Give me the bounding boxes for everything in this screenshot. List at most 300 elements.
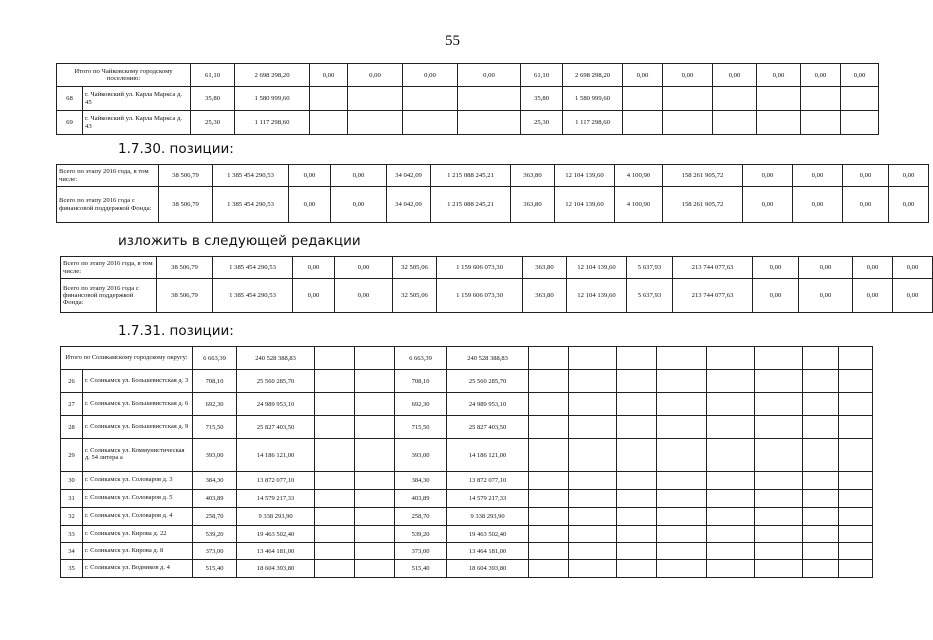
table-cell: 258,70 — [193, 508, 237, 526]
table-cell: 6 663,39 — [395, 347, 447, 370]
table-cell: 1 159 606 073,30 — [437, 257, 523, 279]
table-cell — [657, 490, 707, 508]
table-cell: 13 872 077,10 — [237, 472, 315, 490]
table-cell: 14 186 121,00 — [447, 439, 529, 472]
table-cell: 5 637,93 — [627, 279, 673, 313]
table-cell: 5 637,93 — [627, 257, 673, 279]
table-cell — [755, 393, 803, 416]
table-cell — [755, 347, 803, 370]
table-cell: 515,40 — [395, 560, 447, 578]
table-cell: 0,00 — [799, 279, 853, 313]
total-label: Итого по Чайковскому городскому поселению: — [57, 64, 191, 87]
table-cell: 0,00 — [310, 64, 348, 87]
table-cell: 0,00 — [663, 64, 713, 87]
table-cell: 0,00 — [753, 257, 799, 279]
table-cell — [529, 490, 569, 508]
table-cell — [458, 87, 521, 111]
table-cell: 240 528 388,83 — [237, 347, 315, 370]
table-cell: 61,10 — [191, 64, 235, 87]
table-cell — [617, 490, 657, 508]
table-cell — [310, 87, 348, 111]
table-cell: 384,30 — [395, 472, 447, 490]
table-cell: 0,00 — [335, 279, 393, 313]
table-cell: 4 100,90 — [615, 187, 663, 223]
table-cell: 19 463 502,40 — [447, 526, 529, 543]
table-row — [61, 370, 873, 393]
table-cell — [707, 508, 755, 526]
table-cell: 0,00 — [293, 279, 335, 313]
table-cell — [569, 347, 617, 370]
table-cell: 38 506,79 — [157, 257, 213, 279]
table-cell: 32 505,06 — [393, 279, 437, 313]
table-cell: 12 104 139,60 — [567, 279, 627, 313]
table-cell: 25 560 285,70 — [447, 370, 529, 393]
table-cell — [529, 347, 569, 370]
table-cell — [529, 543, 569, 560]
table-cell: 2 698 298,20 — [563, 64, 623, 87]
table-cell — [657, 526, 707, 543]
table-cell — [355, 416, 395, 439]
row-number: 68 — [57, 87, 83, 111]
table-cell: 708,10 — [193, 370, 237, 393]
table-cell — [315, 490, 355, 508]
row-label: Всего по этапу 2016 года с финансовой поддержкой Фонда: — [57, 187, 159, 223]
table-cell: 692,30 — [395, 393, 447, 416]
table-cell — [355, 370, 395, 393]
table-cell — [315, 472, 355, 490]
table-cell: 34 042,09 — [387, 187, 431, 223]
table-cell — [315, 526, 355, 543]
page-number: 55 — [445, 33, 460, 49]
table-cell: 0,00 — [348, 64, 403, 87]
table-cell: 1 385 454 290,53 — [213, 257, 293, 279]
table-cell — [755, 472, 803, 490]
row-number: 30 — [61, 472, 83, 490]
table-row — [61, 526, 873, 543]
table-cell — [803, 560, 839, 578]
table-row — [57, 165, 929, 187]
section-heading-1-7-30: 1.7.30. позиции: — [118, 141, 234, 157]
table-cell — [617, 416, 657, 439]
table-cell — [657, 416, 707, 439]
solikamsk-table — [60, 346, 873, 578]
table-cell — [707, 393, 755, 416]
table-cell — [355, 508, 395, 526]
table-cell: 25,30 — [521, 111, 563, 135]
row-number: 26 — [61, 370, 83, 393]
table-cell — [839, 416, 873, 439]
table-cell: 25 560 285,70 — [237, 370, 315, 393]
table-cell — [529, 560, 569, 578]
table-cell: 13 464 181,00 — [447, 543, 529, 560]
table-cell — [569, 526, 617, 543]
table-cell — [657, 347, 707, 370]
table-cell — [803, 508, 839, 526]
table-cell: 12 104 139,60 — [555, 187, 615, 223]
table-cell — [355, 472, 395, 490]
table-cell — [839, 490, 873, 508]
table-cell — [707, 490, 755, 508]
table-cell: 158 261 905,72 — [663, 165, 743, 187]
table-cell — [403, 87, 458, 111]
table-cell: 1 385 454 290,53 — [213, 187, 289, 223]
table-cell — [803, 472, 839, 490]
table-cell — [355, 439, 395, 472]
table-cell — [529, 439, 569, 472]
table-cell: 35,80 — [521, 87, 563, 111]
table-row — [61, 257, 933, 279]
table-cell: 0,00 — [458, 64, 521, 87]
table-cell: 0,00 — [753, 279, 799, 313]
row-number: 32 — [61, 508, 83, 526]
table-cell — [315, 393, 355, 416]
table-cell: 25,30 — [191, 111, 235, 135]
table-cell — [623, 87, 663, 111]
table-cell — [803, 370, 839, 393]
table-cell — [757, 87, 801, 111]
table-cell — [755, 370, 803, 393]
table-row — [61, 416, 873, 439]
table-cell — [801, 111, 841, 135]
table-row — [61, 508, 873, 526]
table-cell — [707, 526, 755, 543]
table-cell: 0,00 — [889, 165, 929, 187]
row-number: 29 — [61, 439, 83, 472]
table-cell — [803, 439, 839, 472]
table-cell — [617, 508, 657, 526]
table-cell — [617, 439, 657, 472]
table-cell — [839, 543, 873, 560]
table-cell: 1 215 088 245,21 — [431, 165, 511, 187]
table-cell: 24 989 953,10 — [447, 393, 529, 416]
table-cell: 373,00 — [193, 543, 237, 560]
row-number: 33 — [61, 526, 83, 543]
address-cell: г. Соликамск ул. Соловаров д. 5 — [83, 490, 193, 508]
table-cell — [355, 347, 395, 370]
table-cell — [707, 472, 755, 490]
table-cell: 363,80 — [511, 187, 555, 223]
table-cell — [803, 416, 839, 439]
table-cell — [755, 526, 803, 543]
table-row — [61, 279, 933, 313]
table-cell — [403, 111, 458, 135]
table-cell — [529, 508, 569, 526]
table-cell: 539,20 — [193, 526, 237, 543]
table-cell: 12 104 139,60 — [555, 165, 615, 187]
table-cell: 9 338 293,90 — [447, 508, 529, 526]
address-cell: г. Соликамск ул. Большевистская д. 6 — [83, 393, 193, 416]
table-cell — [657, 370, 707, 393]
table-cell: 0,00 — [793, 165, 843, 187]
table-cell — [707, 543, 755, 560]
table-cell — [617, 543, 657, 560]
table-cell: 715,50 — [193, 416, 237, 439]
table-cell: 1 117 298,60 — [235, 111, 310, 135]
table-cell: 14 186 121,00 — [237, 439, 315, 472]
table-cell — [803, 347, 839, 370]
table-cell — [755, 416, 803, 439]
table-cell — [310, 111, 348, 135]
table-cell: 240 528 388,83 — [447, 347, 529, 370]
table-row — [57, 111, 879, 135]
table-cell: 18 604 393,80 — [237, 560, 315, 578]
table-cell: 9 338 293,90 — [237, 508, 315, 526]
table-cell: 393,00 — [193, 439, 237, 472]
table-cell — [569, 393, 617, 416]
table-cell: 708,10 — [395, 370, 447, 393]
table-cell — [839, 347, 873, 370]
address-cell: г. Соликамск ул. Соловаров д. 4 — [83, 508, 193, 526]
table-cell: 363,80 — [523, 257, 567, 279]
table-cell — [755, 560, 803, 578]
table-cell: 373,00 — [395, 543, 447, 560]
table-cell — [355, 526, 395, 543]
table-cell — [529, 472, 569, 490]
table-row — [61, 543, 873, 560]
table-cell: 403,89 — [395, 490, 447, 508]
table-cell: 35,80 — [191, 87, 235, 111]
table-cell: 258,70 — [395, 508, 447, 526]
table-cell: 0,00 — [893, 279, 933, 313]
table-cell: 38 506,79 — [157, 279, 213, 313]
row-number: 69 — [57, 111, 83, 135]
table-cell: 692,30 — [193, 393, 237, 416]
table-cell — [663, 111, 713, 135]
table-cell: 0,00 — [289, 165, 331, 187]
table-cell — [529, 526, 569, 543]
table-row — [57, 187, 929, 223]
table-cell: 0,00 — [713, 64, 757, 87]
table-cell — [839, 472, 873, 490]
table-cell — [841, 87, 879, 111]
table-cell — [663, 87, 713, 111]
table-cell — [755, 439, 803, 472]
table-cell: 363,80 — [523, 279, 567, 313]
table-cell — [707, 439, 755, 472]
row-number: 34 — [61, 543, 83, 560]
table-cell — [617, 560, 657, 578]
table-cell — [529, 393, 569, 416]
table-cell: 14 579 217,33 — [447, 490, 529, 508]
table-cell — [755, 543, 803, 560]
table-cell: 25 827 403,50 — [447, 416, 529, 439]
address-cell: г. Соликамск ул. Водников д. 4 — [83, 560, 193, 578]
table-total-row — [61, 347, 873, 370]
table-cell: 403,89 — [193, 490, 237, 508]
table-cell — [755, 508, 803, 526]
table-cell — [707, 560, 755, 578]
table-cell — [569, 543, 617, 560]
address-cell: г. Чайковский ул. Карла Маркса д. 43 — [83, 111, 191, 135]
table-cell — [801, 87, 841, 111]
address-cell: г. Соликамск ул. Большевистская д. 3 — [83, 370, 193, 393]
table-cell: 1 385 454 290,53 — [213, 279, 293, 313]
table-cell: 0,00 — [793, 187, 843, 223]
table-cell: 0,00 — [289, 187, 331, 223]
table-cell — [839, 560, 873, 578]
table-cell: 1 159 606 073,30 — [437, 279, 523, 313]
table-cell: 158 261 905,72 — [663, 187, 743, 223]
table-total-row — [57, 64, 879, 87]
table-cell — [657, 472, 707, 490]
stage-2016-table-new — [60, 256, 933, 313]
table-cell — [569, 560, 617, 578]
table-cell: 1 117 298,60 — [563, 111, 623, 135]
table-cell — [315, 416, 355, 439]
address-cell: г. Соликамск ул. Коммунистическая д. 54 литера а — [83, 439, 193, 472]
table-cell — [657, 393, 707, 416]
row-label: Всего по этапу 2016 года, в том числе: — [57, 165, 159, 187]
stage-2016-table-old — [56, 164, 929, 223]
table-cell — [569, 508, 617, 526]
table-cell: 0,00 — [843, 187, 889, 223]
table-cell — [657, 560, 707, 578]
table-cell: 0,00 — [893, 257, 933, 279]
table-row — [61, 393, 873, 416]
table-cell: 0,00 — [757, 64, 801, 87]
table-cell — [841, 111, 879, 135]
table-cell: 2 698 298,20 — [235, 64, 310, 87]
table-cell: 0,00 — [335, 257, 393, 279]
table-cell — [348, 87, 403, 111]
table-cell: 384,30 — [193, 472, 237, 490]
row-number: 35 — [61, 560, 83, 578]
address-cell: г. Чайковский ул. Карла Маркса д. 45 — [83, 87, 191, 111]
table-cell: 0,00 — [293, 257, 335, 279]
address-cell: г. Соликамск ул. Большевистская д. 9 — [83, 416, 193, 439]
table-cell — [803, 526, 839, 543]
table-row — [61, 439, 873, 472]
table-cell — [355, 543, 395, 560]
table-cell: 0,00 — [331, 165, 387, 187]
table-cell: 0,00 — [799, 257, 853, 279]
table-cell — [839, 526, 873, 543]
table-cell: 1 580 999,60 — [563, 87, 623, 111]
table-cell — [315, 347, 355, 370]
table-cell: 213 744 077,63 — [673, 279, 753, 313]
table-cell — [569, 416, 617, 439]
table-cell: 32 505,06 — [393, 257, 437, 279]
table-cell — [755, 490, 803, 508]
table-cell: 0,00 — [743, 165, 793, 187]
table-cell: 1 580 999,60 — [235, 87, 310, 111]
table-cell: 0,00 — [841, 64, 879, 87]
row-number: 27 — [61, 393, 83, 416]
table-cell: 393,00 — [395, 439, 447, 472]
section-heading-new-edition: изложить в следующей редакции — [118, 233, 361, 249]
address-cell: г. Соликамск ул. Кирова д. 8 — [83, 543, 193, 560]
table-cell — [713, 87, 757, 111]
table-cell — [315, 560, 355, 578]
table-cell — [569, 439, 617, 472]
table-cell — [355, 393, 395, 416]
table-cell — [617, 347, 657, 370]
table-cell — [315, 370, 355, 393]
table-cell — [803, 543, 839, 560]
table-cell — [569, 472, 617, 490]
row-number: 28 — [61, 416, 83, 439]
table-cell — [657, 439, 707, 472]
table-cell — [803, 393, 839, 416]
table-row — [61, 472, 873, 490]
table-cell — [623, 111, 663, 135]
table-cell: 0,00 — [853, 279, 893, 313]
table-cell — [657, 508, 707, 526]
table-cell: 0,00 — [889, 187, 929, 223]
table-cell — [757, 111, 801, 135]
table-cell — [315, 439, 355, 472]
section-heading-1-7-31: 1.7.31. позиции: — [118, 323, 234, 339]
table-cell: 61,10 — [521, 64, 563, 87]
table-cell: 515,40 — [193, 560, 237, 578]
table-cell: 539,20 — [395, 526, 447, 543]
table-cell — [355, 490, 395, 508]
table-cell: 0,00 — [331, 187, 387, 223]
table-cell — [315, 508, 355, 526]
table-cell: 0,00 — [801, 64, 841, 87]
table-cell — [713, 111, 757, 135]
table-cell — [348, 111, 403, 135]
table-cell: 14 579 217,33 — [237, 490, 315, 508]
table-cell: 715,50 — [395, 416, 447, 439]
table-cell: 19 463 502,40 — [237, 526, 315, 543]
table-cell — [657, 543, 707, 560]
row-label: Всего по этапу 2016 года, в том числе: — [61, 257, 157, 279]
table-cell: 12 104 139,60 — [567, 257, 627, 279]
table-cell: 0,00 — [853, 257, 893, 279]
table-row — [61, 560, 873, 578]
table-cell — [707, 347, 755, 370]
table-cell — [569, 370, 617, 393]
table-cell: 6 663,39 — [193, 347, 237, 370]
table-row — [57, 87, 879, 111]
row-label: Всего по этапу 2016 года с финансовой поддержкой Фонда: — [61, 279, 157, 313]
table-cell: 1 385 454 290,53 — [213, 165, 289, 187]
total-label: Итого по Соликамскому городскому округу: — [61, 347, 193, 370]
chaikovsky-table — [56, 63, 879, 135]
table-cell: 38 506,79 — [159, 165, 213, 187]
table-cell: 24 989 953,10 — [237, 393, 315, 416]
table-cell: 4 100,90 — [615, 165, 663, 187]
table-cell: 0,00 — [623, 64, 663, 87]
table-cell: 18 604 393,80 — [447, 560, 529, 578]
table-cell — [569, 490, 617, 508]
table-cell — [707, 370, 755, 393]
table-cell — [839, 370, 873, 393]
table-cell — [839, 393, 873, 416]
table-cell: 1 215 088 245,21 — [431, 187, 511, 223]
table-cell: 25 827 403,50 — [237, 416, 315, 439]
table-cell: 34 042,09 — [387, 165, 431, 187]
address-cell: г. Соликамск ул. Кирова д. 22 — [83, 526, 193, 543]
table-cell — [617, 393, 657, 416]
table-cell: 0,00 — [843, 165, 889, 187]
table-cell — [529, 416, 569, 439]
table-cell: 0,00 — [403, 64, 458, 87]
table-cell — [707, 416, 755, 439]
table-cell — [617, 472, 657, 490]
table-row — [61, 490, 873, 508]
table-cell — [355, 560, 395, 578]
row-number: 31 — [61, 490, 83, 508]
table-cell — [458, 111, 521, 135]
table-cell: 0,00 — [743, 187, 793, 223]
table-cell — [617, 370, 657, 393]
table-cell — [529, 370, 569, 393]
table-cell — [315, 543, 355, 560]
table-cell — [803, 490, 839, 508]
table-cell — [839, 439, 873, 472]
